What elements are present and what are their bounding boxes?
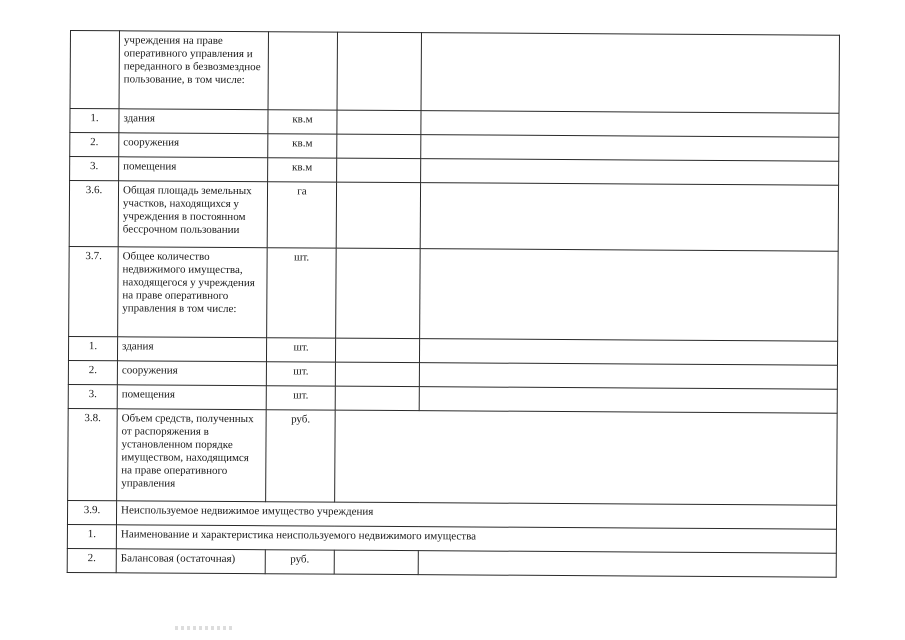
row-number: 3.9. bbox=[67, 500, 116, 524]
row-name: помещения bbox=[117, 385, 266, 410]
table-row bbox=[69, 181, 838, 252]
row-unit: шт. bbox=[266, 386, 335, 410]
row-value-1 bbox=[336, 182, 420, 249]
row-value-2 bbox=[419, 363, 837, 390]
row-value-1 bbox=[337, 110, 421, 135]
row-value-2 bbox=[421, 33, 839, 114]
table-row bbox=[68, 408, 838, 505]
row-unit: шт. bbox=[266, 338, 335, 362]
row-name: здания bbox=[119, 109, 268, 134]
row-value-2 bbox=[418, 551, 836, 578]
row-unit: кв.м bbox=[268, 134, 337, 158]
row-value-merged bbox=[335, 410, 838, 505]
row-number: 3.8. bbox=[68, 408, 118, 500]
row-value-1 bbox=[337, 134, 421, 159]
row-value-1 bbox=[334, 550, 418, 575]
row-name: Наименование и характеристика неиспользуемого недвижимого имущества bbox=[116, 525, 836, 553]
row-value-2 bbox=[419, 387, 837, 414]
row-name: помещения bbox=[119, 157, 268, 182]
section-title: Неиспользуемое недвижимое имущество учреждения bbox=[116, 501, 836, 529]
row-name: Общая площадь земельных участков, находящихся у учреждения в постоянном бессрочном пользовании bbox=[118, 181, 267, 248]
row-unit: руб. bbox=[266, 410, 336, 502]
row-unit: кв.м bbox=[268, 158, 337, 182]
row-value-2 bbox=[421, 111, 839, 138]
row-number: 3.7. bbox=[69, 246, 119, 336]
row-number: 1. bbox=[70, 109, 119, 133]
row-value-1 bbox=[335, 338, 419, 363]
row-name: здания bbox=[117, 337, 266, 362]
row-name: сооружения bbox=[117, 361, 266, 386]
row-value-2 bbox=[420, 183, 838, 252]
row-unit: га bbox=[267, 182, 336, 248]
row-name: Объем средств, полученных от распоряжения в установленном порядке имуществом, находящимся на праве оперативного управления bbox=[117, 409, 267, 502]
row-value-2 bbox=[421, 159, 839, 186]
table-row bbox=[70, 31, 839, 114]
row-unit: руб. bbox=[265, 550, 334, 574]
row-name: Балансовая (остаточная) bbox=[116, 549, 265, 574]
row-value-1 bbox=[337, 32, 421, 111]
row-number: 3. bbox=[68, 384, 117, 408]
property-report-table bbox=[67, 30, 840, 578]
row-value-1 bbox=[335, 386, 419, 411]
row-unit bbox=[268, 32, 337, 110]
row-value-1 bbox=[337, 158, 421, 183]
table-row bbox=[67, 548, 836, 577]
row-value-1 bbox=[335, 362, 419, 387]
row-name: Общее количество недвижимого имущества, находящегося у учреждения на праве оперативного управления в том числе: bbox=[118, 247, 268, 338]
scan-artifact bbox=[175, 626, 235, 630]
row-value-2 bbox=[419, 339, 837, 366]
row-number bbox=[70, 31, 119, 109]
row-number: 2. bbox=[68, 360, 117, 384]
row-unit: кв.м bbox=[268, 110, 337, 134]
row-value-2 bbox=[421, 135, 839, 162]
row-unit: шт. bbox=[267, 248, 337, 338]
row-number: 2. bbox=[67, 548, 116, 572]
row-number: 1. bbox=[68, 336, 117, 360]
row-unit: шт. bbox=[266, 362, 335, 386]
row-number: 3. bbox=[70, 157, 119, 181]
row-name: учреждения на праве оперативного управления и переданного в безвозмездное пользование, в том числе: bbox=[119, 31, 268, 110]
row-number: 2. bbox=[70, 133, 119, 157]
row-number: 3.6. bbox=[69, 181, 118, 247]
row-value-1 bbox=[336, 248, 421, 339]
row-value-2 bbox=[420, 249, 839, 342]
row-number: 1. bbox=[67, 524, 116, 548]
table-row bbox=[69, 246, 839, 341]
row-name: сооружения bbox=[119, 133, 268, 158]
